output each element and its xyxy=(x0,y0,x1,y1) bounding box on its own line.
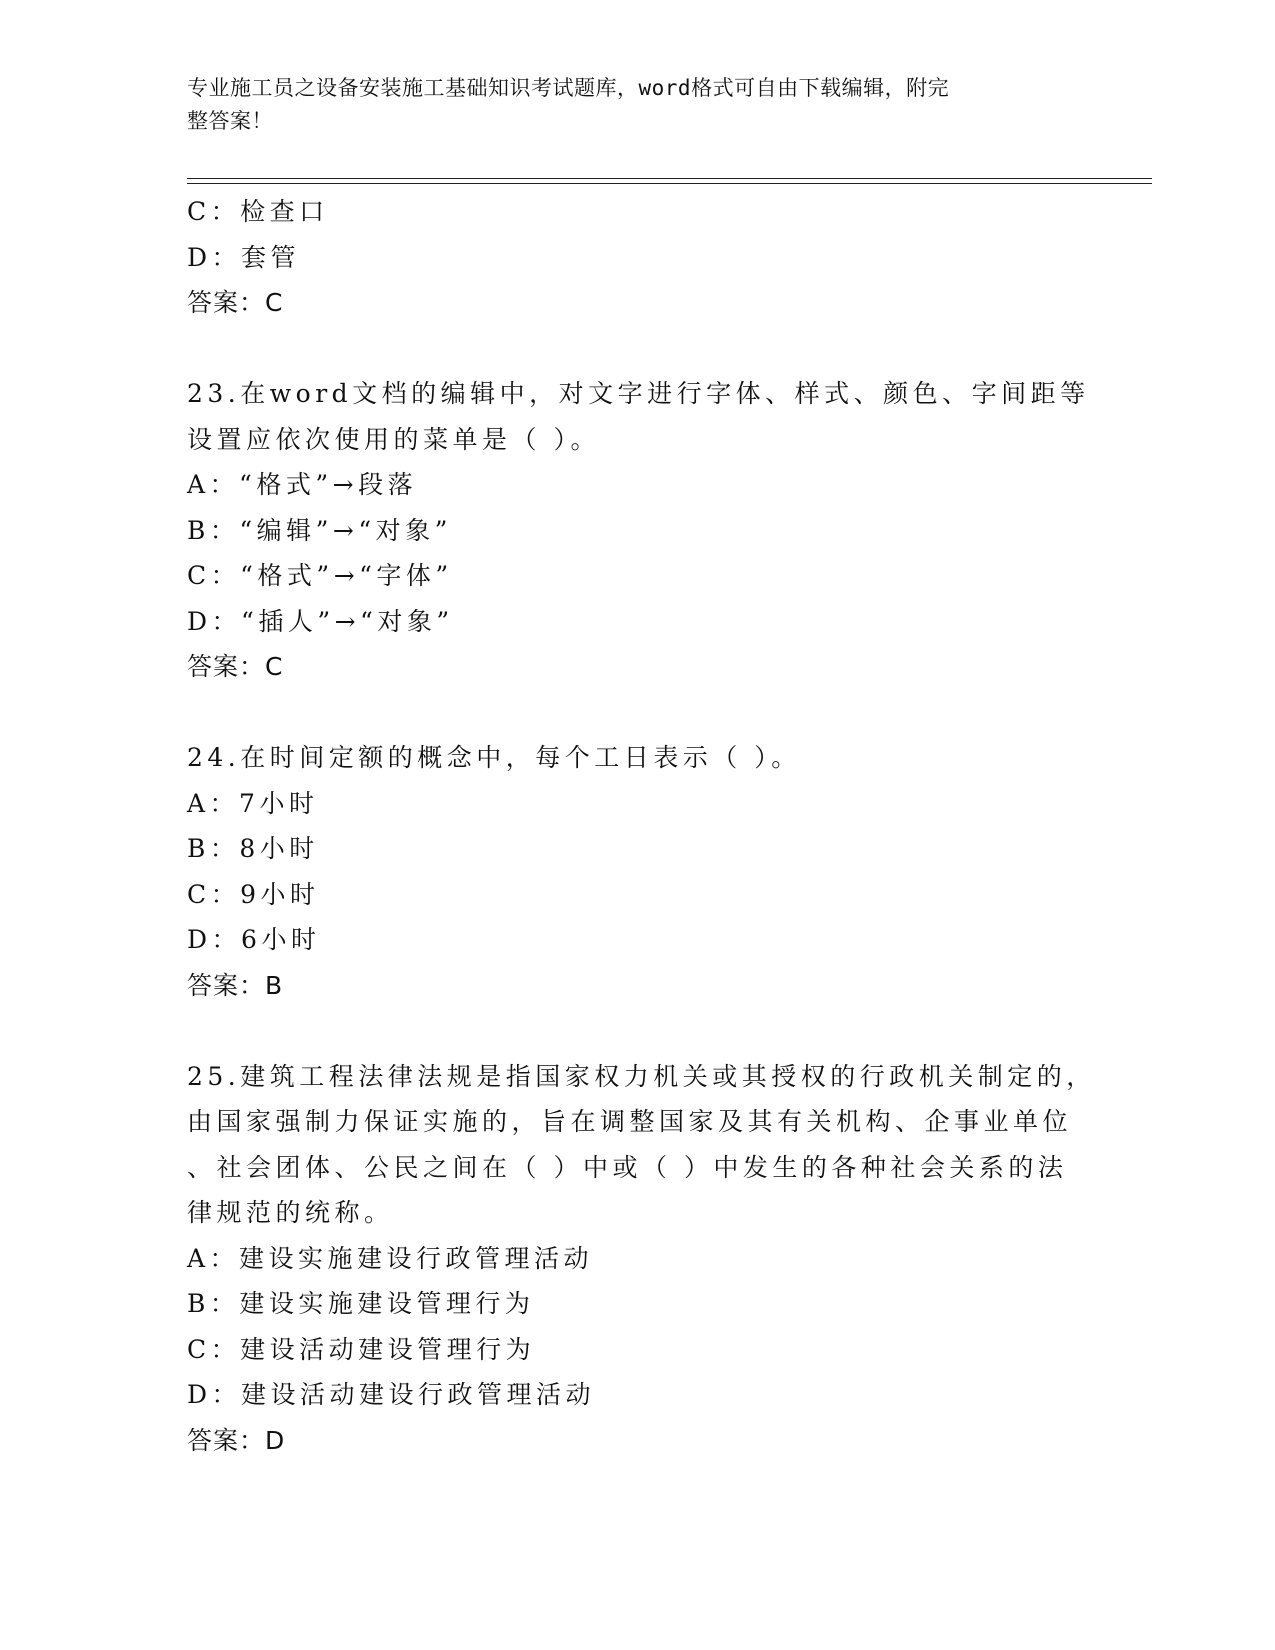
question-block-23 xyxy=(187,371,1090,690)
question-stem-line: 设置应依次使用的菜单是（ ）。 xyxy=(187,424,600,454)
option-c: C：“格式”→“字体” xyxy=(187,561,453,590)
option-b: B：“编辑”→“对象” xyxy=(187,515,452,545)
question-stem-line: 24.在时间定额的概念中，每个工日表示（ ）。 xyxy=(187,743,801,772)
header-divider-bottom xyxy=(187,183,1152,184)
question-stem-line: 23.在word文档的编辑中，对文字进行字体、样式、颜色、字间距等 xyxy=(187,379,1090,408)
question-stem-line: 25.建筑工程法律法规是指国家权力机关或其授权的行政机关制定的， xyxy=(187,1061,1096,1091)
spacer xyxy=(187,326,1067,372)
question-stem-line: 由国家强制力保证实施的，旨在调整国家及其有关机构、企事业单位 xyxy=(187,1107,1073,1136)
option-b: B：8小时 xyxy=(187,834,319,863)
header-divider-top xyxy=(187,178,1152,179)
question-block-24 xyxy=(187,735,1067,1008)
header-title-line-1: 专业施工员之设备安装施工基础知识考试题库，word格式可自由下载编辑，附完 xyxy=(187,76,950,100)
option-d: D：“插人”→“对象” xyxy=(187,606,454,636)
question-block-25 xyxy=(187,1054,1096,1464)
header-title-line-2: 整答案！ xyxy=(187,109,273,133)
option-d: D：6小时 xyxy=(187,925,321,954)
option-c: C：9小时 xyxy=(187,879,320,909)
answer-line: 答案：C xyxy=(187,652,284,681)
document-header xyxy=(187,72,1067,138)
spacer xyxy=(187,690,1067,736)
option-c: C：建设活动建设管理行为 xyxy=(187,1334,536,1364)
option-b: B：建设实施建设管理行为 xyxy=(187,1289,535,1318)
option-a: A：“格式”→段落 xyxy=(187,470,418,499)
option-d: D：套管 xyxy=(187,242,301,272)
question-block-continued xyxy=(187,189,1067,326)
question-stem-line: 律规范的统称。 xyxy=(187,1198,394,1227)
option-d: D：建设活动建设行政管理活动 xyxy=(187,1380,596,1409)
answer-line: 答案：B xyxy=(187,970,284,1000)
answer-line: 答案：D xyxy=(187,1425,286,1455)
answer-line: 答案：C xyxy=(187,288,284,317)
option-a: A：建设实施建设行政管理活动 xyxy=(187,1243,594,1273)
option-c: C：检查口 xyxy=(187,197,329,226)
question-stem-line: 、社会团体、公民之间在（ ）中或（ ）中发生的各种社会关系的法 xyxy=(187,1152,1068,1182)
option-a: A：7小时 xyxy=(187,788,319,818)
spacer xyxy=(187,1008,1067,1054)
question-list xyxy=(187,189,1096,1463)
